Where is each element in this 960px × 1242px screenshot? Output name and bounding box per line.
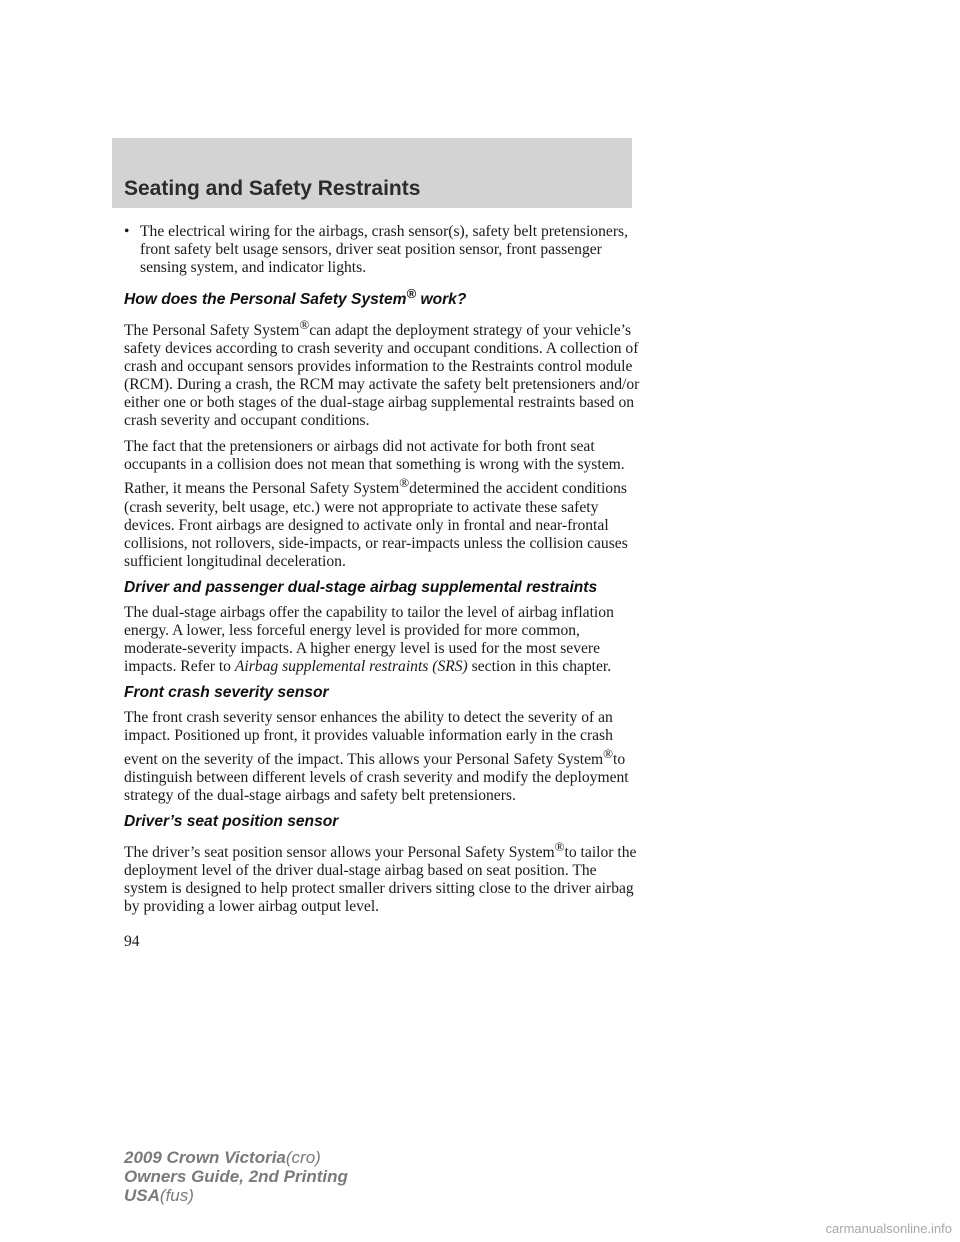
subheading-front-crash-sensor: Front crash severity sensor bbox=[124, 683, 329, 701]
paragraph: The front crash severity sensor enhances the ability to detect the severity of an impact. Positioned up front, it provides valuable information early in the crash event on the severity of the impact. This allows your Personal Safety System®to distinguish between different levels of crash severity and modify the deployment strategy of the dual-stage airbags and safety belt pretensioners. bbox=[124, 708, 629, 804]
registered-mark-icon: ® bbox=[603, 745, 614, 761]
section-title: Seating and Safety Restraints bbox=[124, 177, 421, 200]
footer-line: USA(fus) bbox=[124, 1186, 194, 1205]
cross-reference: Airbag supplemental restraints (SRS) bbox=[234, 657, 468, 675]
subheading-seat-position-sensor: Driver’s seat position sensor bbox=[124, 812, 339, 830]
document-footer bbox=[124, 1148, 348, 1205]
subheading-dual-stage-airbag: Driver and passenger dual-stage airbag supplemental restraints bbox=[124, 578, 598, 596]
registered-mark-icon: ® bbox=[399, 475, 410, 491]
paragraph: The Personal Safety System®can adapt the deployment strategy of your vehicle’s safety devices according to crash severity and occupant conditions. A collection of crash and occupant sensors provides information to the Restraints control module (RCM). During a crash, the RCM may activate the safety belt pretensioners and/or either one or both stages of the dual-stage airbag supplemental restraints based on crash severity and occupant conditions. bbox=[124, 317, 640, 430]
paragraph: The driver’s seat position sensor allows your Personal Safety System®to tailor the deployment level of the driver dual-stage airbag based on seat position. The system is designed to help protect smaller drivers sitting close to the driver airbag by providing a lower airbag output level. bbox=[124, 838, 637, 915]
list-item: • The electrical wiring for the airbags, crash sensor(s), safety belt pretensioners, front safety belt usage sensors, driver seat position sensor, front passenger sensing system, and indicator lights. bbox=[124, 223, 628, 276]
bullet-list bbox=[124, 223, 640, 277]
registered-mark-icon: ® bbox=[406, 286, 417, 301]
bullet-icon: • bbox=[124, 223, 130, 240]
site-watermark: carmanualsonline.info bbox=[825, 1221, 952, 1236]
paragraph: The dual-stage airbags offer the capability to tailor the level of airbag inflation energy. A lower, less forceful energy level is provided for more common, moderate-severity impacts. A higher energy level is used for the most severe impacts. Refer to Airbag supplemental restraints (SRS) section in this chapter. bbox=[124, 603, 614, 675]
subheading-how-pss-works: How does the Personal Safety System® work? bbox=[124, 286, 467, 309]
footer-line: Owners Guide, 2nd Printing bbox=[124, 1167, 348, 1186]
paragraph: The fact that the pretensioners or airbags did not activate for both front seat occupants in a collision does not mean that something is wrong with the system. Rather, it means the Personal Safety System®determined the accident conditions (crash severity, belt usage, etc.) were not appropriate to activate these safety devices. Front airbags are designed to activate only in frontal and near-frontal collisions, not rollovers, side-impacts, or rear-impacts unless the collision causes sufficient longitudinal deceleration. bbox=[124, 438, 628, 570]
registered-mark-icon: ® bbox=[554, 838, 565, 854]
page-content bbox=[124, 223, 640, 924]
page-number: 94 bbox=[124, 933, 140, 950]
registered-mark-icon: ® bbox=[299, 317, 310, 333]
footer-line: 2009 Crown Victoria(cro) bbox=[124, 1148, 321, 1167]
